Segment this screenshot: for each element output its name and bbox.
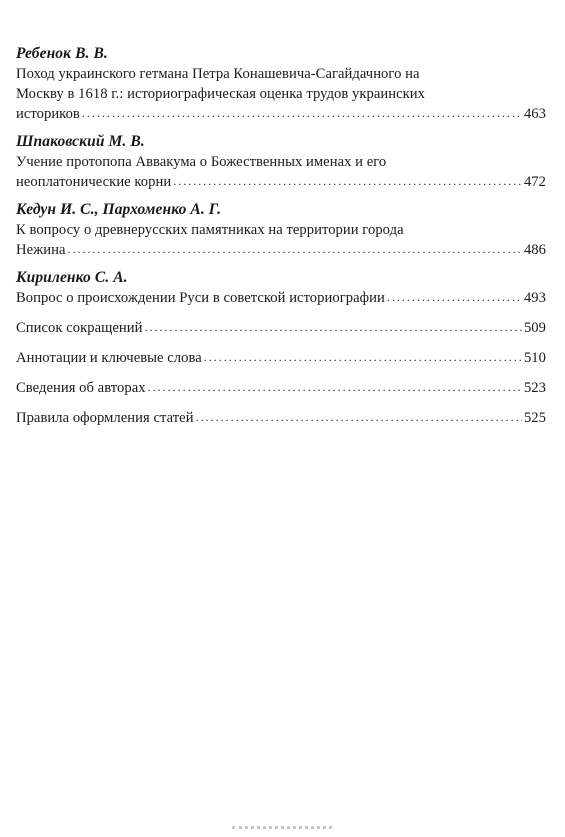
page-number: 486 [523, 242, 546, 258]
toc-entry [16, 200, 546, 260]
section-title: Правила оформления статей [16, 410, 194, 426]
toc-section [16, 318, 546, 338]
entry-author: Шпаковский М. В. [16, 133, 145, 150]
section-line [16, 408, 546, 428]
page-number: 525 [523, 410, 546, 426]
entry-title-line: историков [16, 106, 80, 122]
dot-leader [387, 287, 522, 307]
page-number: 463 [523, 106, 546, 122]
entry-title-line: Москву в 1618 г.: историографическая оценка трудов украинских [16, 86, 426, 102]
dot-leader [68, 239, 522, 259]
toc-entry [16, 132, 546, 192]
toc-entry [16, 44, 546, 124]
entry-title-line: Поход украинского гетмана Петра Конашевича-Сагайдачного на [16, 66, 420, 82]
section-title: Список сокращений [16, 320, 143, 336]
table-of-contents [16, 44, 546, 438]
toc-section [16, 408, 546, 428]
section-title: Сведения об авторах [16, 380, 146, 396]
page-number: 509 [523, 320, 546, 336]
entry-last-line [16, 240, 546, 260]
page-number: 523 [523, 380, 546, 396]
page-number: 493 [523, 290, 546, 306]
page-number: 472 [523, 174, 546, 190]
entry-title-line: Вопрос о происхождении Руси в советской историографии [16, 290, 385, 306]
dot-leader [173, 171, 522, 191]
dot-leader [204, 347, 522, 367]
entry-title-line: Нежина [16, 242, 66, 258]
entry-author: Кедун И. С., Пархоменко А. Г. [16, 201, 222, 218]
dot-leader [145, 317, 522, 337]
entry-title-line: неоплатонические корни [16, 174, 172, 190]
page-number: 510 [523, 350, 546, 366]
section-title: Аннотации и ключевые слова [16, 350, 202, 366]
section-line [16, 318, 546, 338]
scan-artifact [232, 826, 332, 837]
section-line [16, 378, 546, 398]
toc-section [16, 348, 546, 368]
section-line [16, 348, 546, 368]
dot-leader [196, 407, 522, 427]
entry-last-line [16, 288, 546, 308]
entry-last-line [16, 104, 546, 124]
entry-author: Кириленко С. А. [16, 269, 128, 286]
dot-leader [148, 377, 522, 397]
entry-title-line: Учение протопопа Аввакума о Божественных именах и его [16, 154, 387, 170]
entry-last-line [16, 172, 546, 192]
entry-author: Ребенок В. В. [16, 45, 108, 62]
dot-leader [82, 103, 522, 123]
toc-entry [16, 268, 546, 308]
toc-section [16, 378, 546, 398]
entry-title-line: К вопросу о древнерусских памятниках на территории города [16, 222, 404, 238]
